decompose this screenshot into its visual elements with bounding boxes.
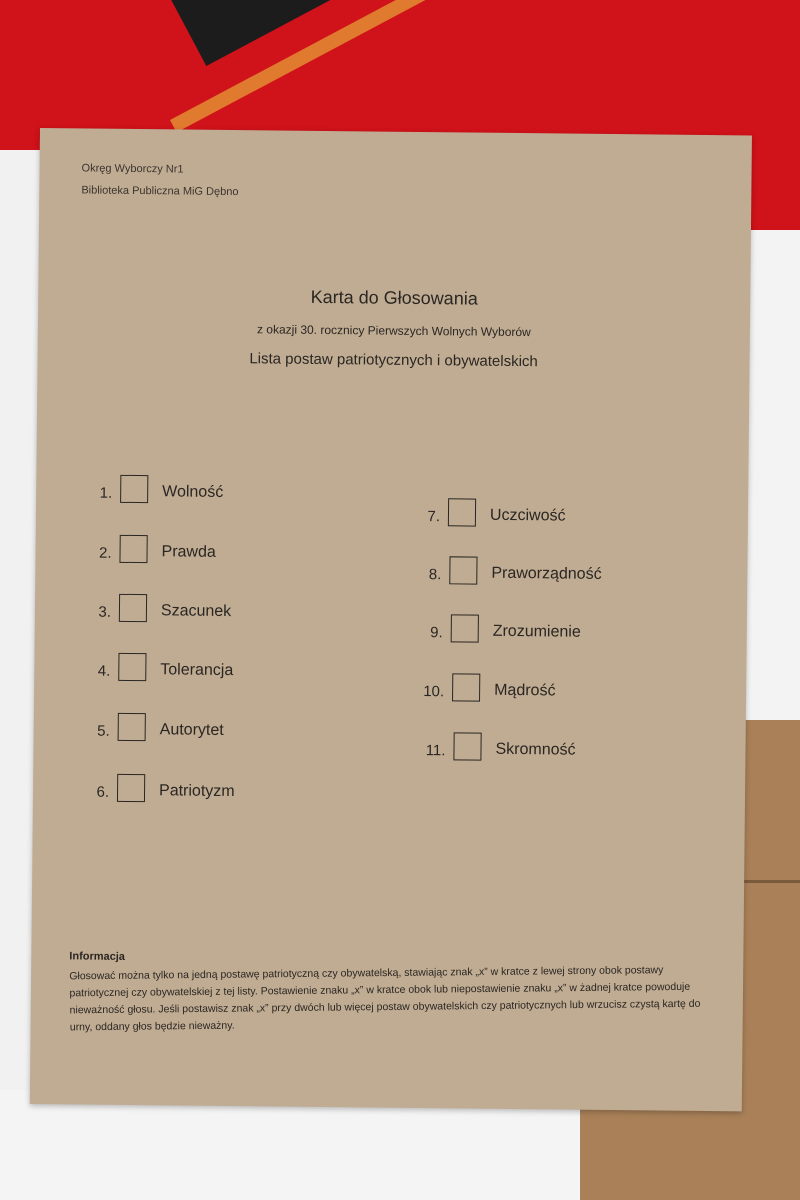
- option-number: 2.: [98, 544, 112, 562]
- option-checkbox[interactable]: [451, 614, 479, 642]
- option-number: 9.: [430, 624, 443, 642]
- option-label: Autorytet: [159, 721, 224, 739]
- info-paragraph: Głosować można tylko na jedną postawę patriotyczną czy obywatelską, stawiając znak „x” w kratce z lewej strony obok postawy patriotycznej czy obywatelskiej z tej listy. Postawienie znaku „x” w kratce obok lub niepostawienie znaku „x” w żadnej kratce powoduje nieważność głosu. Jeśli postawisz znak „x” przy dwóch lub więcej postaw obywatelskich czy patriotycznych lub wrzucisz czystą kartę do urny, oddany głos będzie nieważny.: [69, 964, 701, 1034]
- option-checkbox[interactable]: [118, 653, 146, 681]
- district-label: Okręg Wyborczy Nr1: [81, 162, 184, 176]
- option-checkbox[interactable]: [120, 475, 148, 503]
- option-checkbox[interactable]: [118, 713, 146, 741]
- option-checkbox[interactable]: [119, 594, 147, 622]
- option-number: 6.: [96, 783, 110, 801]
- option-label: Tolerancja: [160, 661, 234, 680]
- option-number: 11.: [425, 742, 446, 760]
- option-label: Skromność: [495, 740, 576, 759]
- option-checkbox[interactable]: [449, 556, 477, 584]
- option-checkbox[interactable]: [453, 732, 481, 760]
- option-label: Wolność: [162, 483, 224, 501]
- ballot-title: Karta do Głosowania: [310, 286, 478, 309]
- option-label: Uczciwość: [489, 506, 566, 525]
- list-title: Lista postaw patriotycznych i obywatelskich: [249, 350, 538, 371]
- option-number: 10.: [423, 683, 445, 701]
- option-label: Zrozumienie: [492, 622, 581, 641]
- option-label: Praworządność: [491, 564, 602, 583]
- option-number: 5.: [97, 722, 110, 740]
- info-heading: Informacja: [69, 950, 126, 963]
- option-number: 1.: [99, 484, 113, 502]
- option-checkbox[interactable]: [448, 498, 476, 526]
- library-label: Biblioteka Publiczna MiG Dębno: [81, 184, 239, 199]
- option-checkbox[interactable]: [119, 535, 147, 563]
- option-label: Szacunek: [160, 602, 232, 621]
- ballot-paper: [30, 128, 752, 1111]
- option-checkbox[interactable]: [117, 774, 145, 802]
- option-label: Mądrość: [494, 681, 556, 700]
- option-checkbox[interactable]: [452, 673, 480, 701]
- option-label: Prawda: [161, 543, 216, 561]
- option-label: Patriotyzm: [158, 782, 235, 801]
- ballot-subtitle: z okazji 30. rocznicy Pierwszych Wolnych Wyborów: [256, 322, 531, 340]
- option-number: 3.: [98, 603, 112, 621]
- option-number: 8.: [428, 566, 442, 584]
- option-number: 7.: [427, 508, 441, 526]
- option-number: 4.: [97, 662, 111, 680]
